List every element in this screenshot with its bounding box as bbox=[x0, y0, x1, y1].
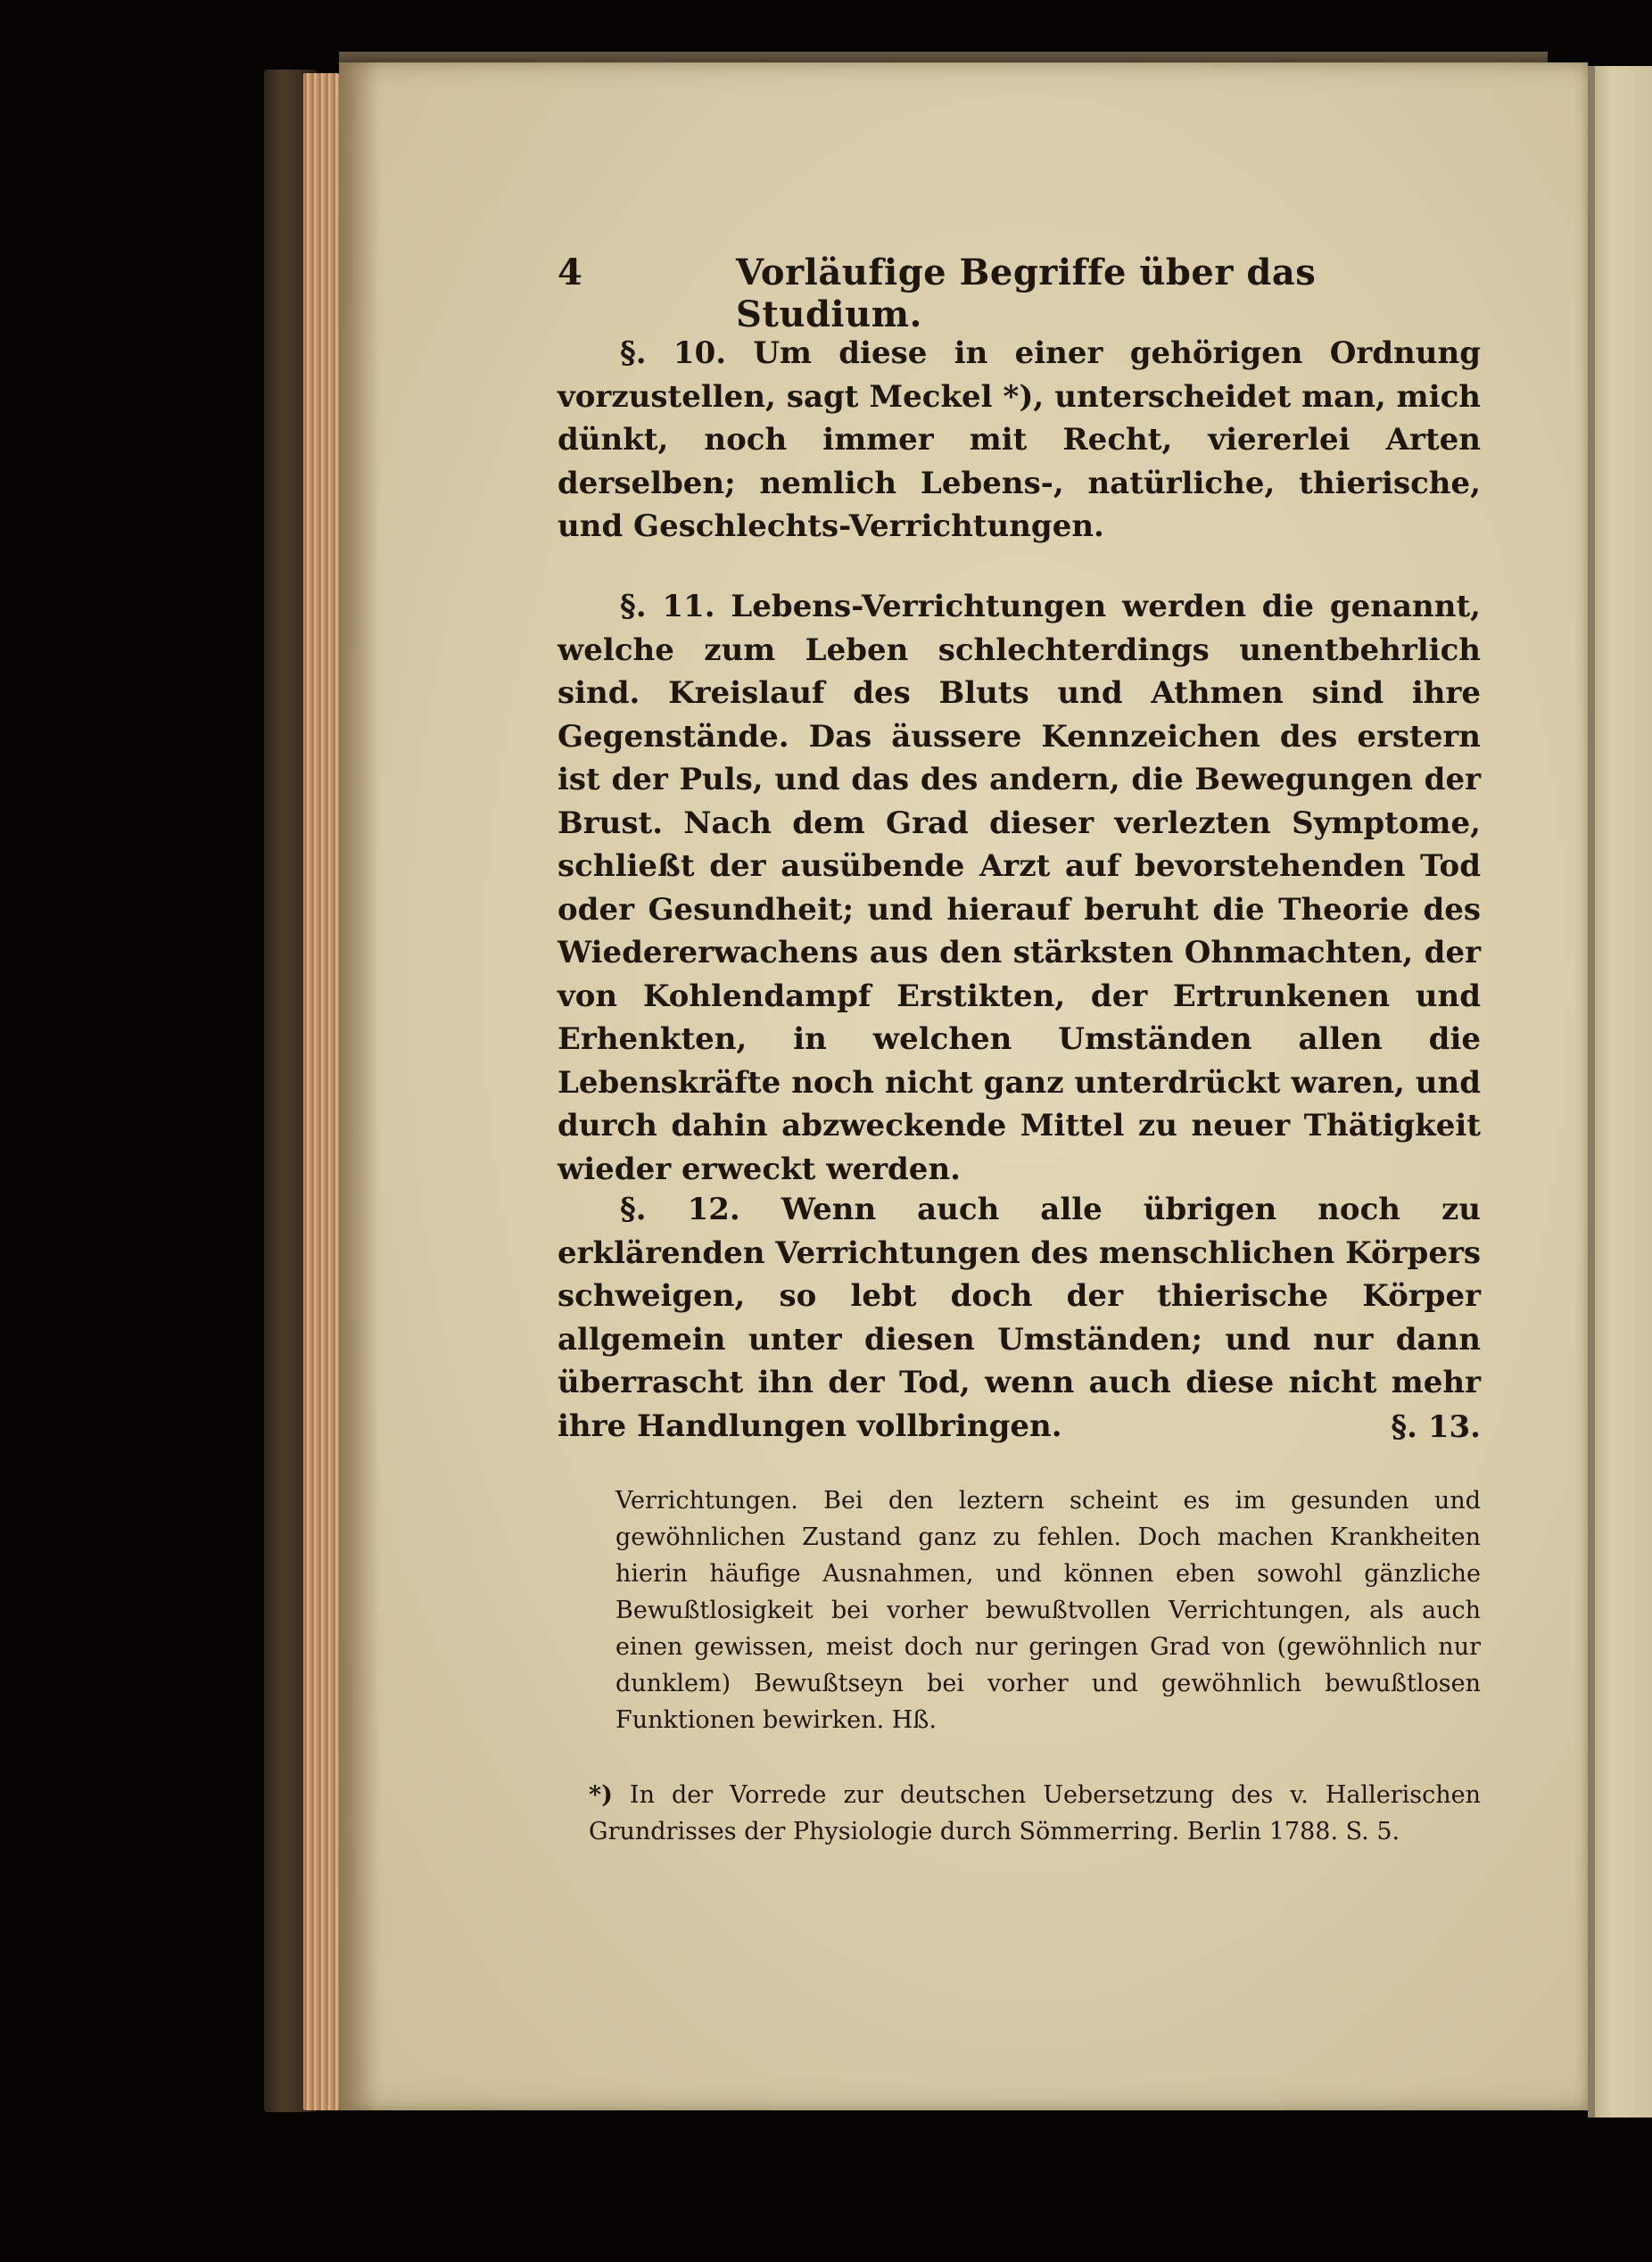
page-gutter-shadow bbox=[339, 62, 380, 2110]
paragraph-text: §. 12. Wenn auch alle übrigen noch zu erklärenden Verrichtungen des menschlichen Körpers schweigen, so lebt doch der thierische Körper allgemein unter diesen Umständen; und nur dann überrascht ihn der Tod, wenn auch diese nicht mehr ihre Handlungen vollbringen. bbox=[558, 1192, 1482, 1444]
footnote-continued: Verrichtungen. Bei den leztern scheint es im gesunden und gewöhnlichen Zustand ganz zu fehlen. Doch machen Krankheiten hierin häufige Ausnahmen, und können eben sowohl gänzliche Bewußtlosigkeit bei vorher bewußtvollen Verrichtungen, als auch einen gewissen, meist doch nur geringen Grad von (gewöhnlich nur dunklem) Bewußtseyn bei vorher und gewöhnlich bewußtlosen Funktionen bewirken. Hß. bbox=[615, 1487, 1481, 1734]
page-number: 4 bbox=[558, 252, 583, 293]
footnote-star bbox=[589, 1777, 1481, 1850]
footnote-text: In der Vorrede zur deutschen Uebersetzung des v. Hallerischen Grundrisses der Physiologie durch Sömmerring. Berlin 1788. S. 5. bbox=[589, 1781, 1481, 1845]
running-header bbox=[558, 252, 1360, 335]
paragraph-12 bbox=[558, 1188, 1481, 1448]
catchword: §. 13. bbox=[1391, 1409, 1481, 1445]
paragraph-11 bbox=[558, 585, 1481, 1191]
footnote-marker: *) bbox=[589, 1781, 613, 1809]
next-page-edge bbox=[1588, 66, 1652, 2118]
running-title: Vorläufige Begriffe über das Studium. bbox=[736, 252, 1317, 335]
paragraph-text: §. 10. Um diese in einer gehörigen Ordnung vorzustellen, sagt Meckel *), unterscheidet man, mich dünkt, noch immer mit Recht, viererlei Arten derselben; nemlich Lebens-, natürliche, thierische, und Geschlechts-Verrichtungen. bbox=[558, 335, 1481, 544]
paragraph-10 bbox=[558, 332, 1481, 549]
paragraph-text: §. 11. Lebens-Verrichtungen werden die genannt, welche zum Leben schlechterdings unentbehrlich sind. Kreislauf des Bluts und Athmen sind ihre Gegenstände. Das äussere Kennzeichen des erstern ist der Puls, und das des andern, die Bewegungen der Brust. Nach dem Grad dieser verlezten Symptome, schließt der ausübende Arzt auf bevorstehenden Tod oder Gesundheit; und hierauf beruht die Theorie des Wiedererwachens aus den stärksten Ohnmachten, der von Kohlendampf Erstikten, der Ertrunkenen und Erhenkten, in welchen Umständen allen die Lebenskräfte noch nicht ganz unterdrückt waren, und durch dahin abzweckende Mittel zu neuer Thätigkeit wieder erweckt werden. bbox=[558, 589, 1481, 1187]
page-edges bbox=[303, 73, 339, 2110]
